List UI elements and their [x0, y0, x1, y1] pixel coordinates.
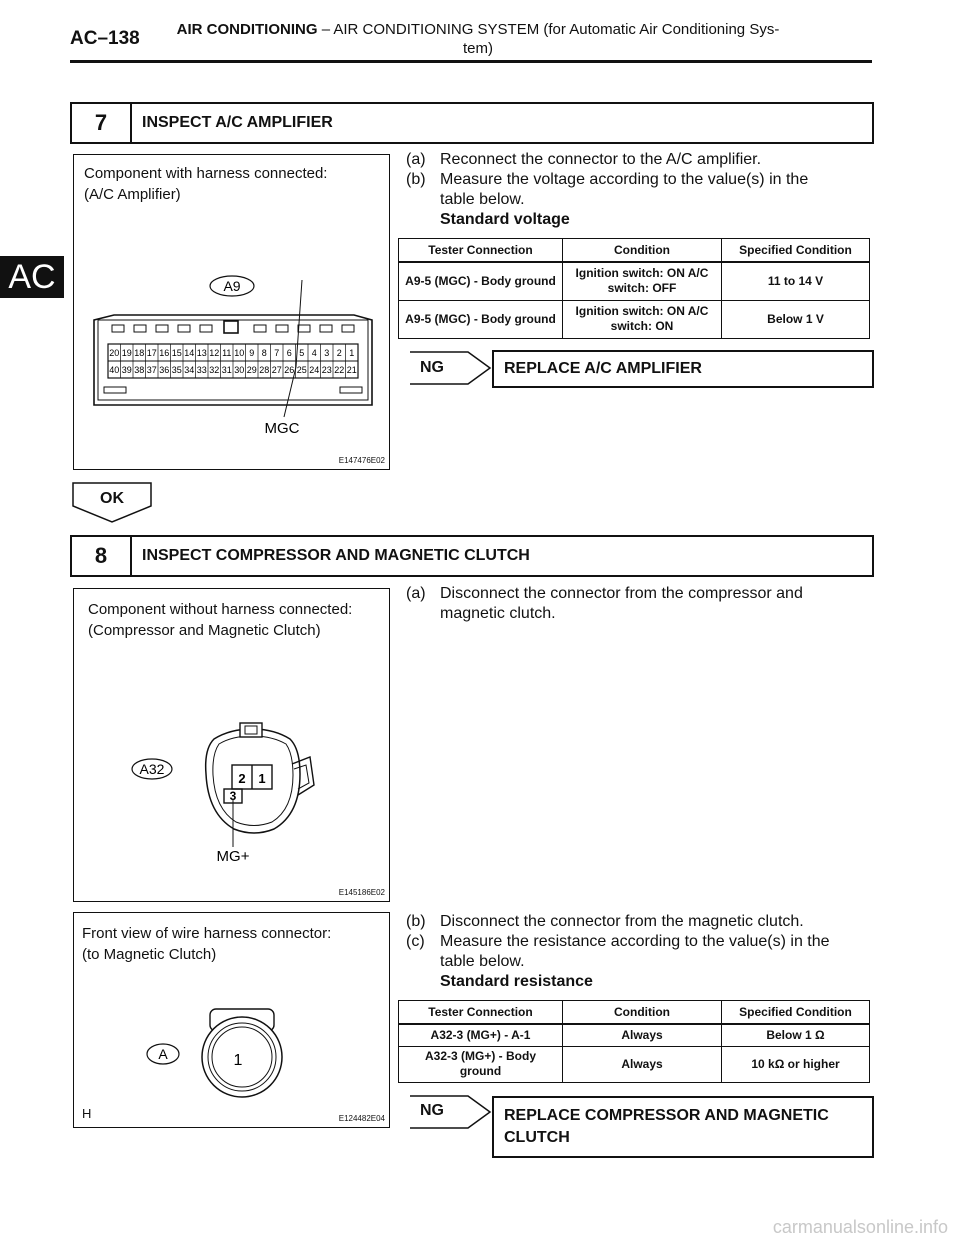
- pin-number: 35: [171, 365, 182, 375]
- ok-label: OK: [100, 490, 124, 507]
- page-code: AC–138: [70, 28, 140, 49]
- step-8-header: [70, 535, 874, 577]
- pin-number: 27: [271, 365, 282, 375]
- pin-number: 33: [196, 365, 207, 375]
- table-cell: 10 kΩ or higher: [722, 1046, 870, 1082]
- pin-number: 15: [171, 348, 182, 358]
- figure-corner-letter: H: [82, 1106, 92, 1121]
- step-number: 8: [72, 537, 132, 575]
- instruction-a: (a) Reconnect the connector to the A/C amplifier.: [406, 151, 762, 168]
- table-cell: Ignition switch: ON A/C switch: OFF: [563, 262, 722, 300]
- pin-number: 13: [196, 348, 207, 358]
- step-number: 7: [72, 104, 132, 142]
- table-cell: Below 1 V: [722, 300, 870, 338]
- pin-number: 7: [274, 348, 280, 358]
- pin-number: 30: [234, 365, 245, 375]
- pin-number: 18: [134, 348, 145, 358]
- pin-3: 3: [229, 789, 237, 803]
- figure-id: E147476E02: [338, 456, 385, 465]
- table-cell: A32-3 (MG+) - Body ground: [399, 1046, 563, 1082]
- pin-number: 9: [249, 348, 255, 358]
- pin-number: 22: [334, 365, 345, 375]
- figure-compressor-clutch: [73, 588, 390, 902]
- table-cell: 11 to 14 V: [722, 262, 870, 300]
- pin-number: 3: [324, 348, 330, 358]
- table-cell: A9-5 (MGC) - Body ground: [399, 262, 563, 300]
- pin-number: 36: [159, 365, 170, 375]
- pin-label-mgc: MGC: [264, 420, 300, 437]
- figure-caption-line1: Front view of wire harness connector:: [82, 925, 332, 942]
- table-header: Specified Condition: [722, 1001, 870, 1025]
- instruction-b: (b) Measure the voltage according to the value(s) in the: [406, 171, 809, 188]
- result-line: CLUTCH: [504, 1129, 570, 1146]
- table-cell: Always: [563, 1046, 722, 1082]
- figure-caption-line1: Component with harness connected:: [84, 165, 328, 182]
- pin-number: 38: [134, 365, 145, 375]
- pin-number: 28: [259, 365, 270, 375]
- pin-1: 1: [258, 771, 266, 786]
- pin-number: 8: [261, 348, 267, 358]
- table-header: Condition: [563, 239, 722, 263]
- ng-label: NG: [420, 359, 444, 376]
- figure-caption-line2: (to Magnetic Clutch): [82, 946, 217, 963]
- replace-compressor-box: [492, 1096, 874, 1158]
- table-header: Specified Condition: [722, 239, 870, 263]
- pin-number: 39: [121, 365, 132, 375]
- pin-number: 34: [184, 365, 195, 375]
- section-side-tab: AC: [0, 256, 64, 298]
- pin-number: 10: [234, 348, 245, 358]
- pin-number: 32: [209, 365, 220, 375]
- step-title: INSPECT A/C AMPLIFIER: [142, 114, 333, 131]
- pin-2: 2: [238, 771, 246, 786]
- figure-caption-line1: Component without harness connected:: [88, 601, 353, 618]
- connector-label-a32: A32: [139, 761, 165, 777]
- instruction-c-cont: table below.: [440, 953, 525, 970]
- pin-number: 21: [346, 365, 357, 375]
- figure-harness-connector: [73, 912, 390, 1128]
- pin-1: 1: [233, 1052, 243, 1069]
- replace-ac-amplifier-box: REPLACE A/C AMPLIFIER: [492, 350, 874, 388]
- watermark: carmanualsonline.info: [772, 1217, 948, 1237]
- step-8-instruction-a: (a) Disconnect the connector from the compressor and magnetic clutch.: [406, 585, 803, 622]
- resistance-table: [398, 1000, 870, 1083]
- a9-connector-diagram: [74, 155, 389, 469]
- figure-ac-amplifier: [73, 154, 390, 470]
- table-header: Condition: [563, 1001, 722, 1025]
- ng-label: NG: [420, 1102, 444, 1119]
- figure-id: E124482E04: [338, 1114, 385, 1123]
- pin-number: 2: [336, 348, 342, 358]
- pin-number: 31: [221, 365, 232, 375]
- pin-number: 16: [159, 348, 170, 358]
- table-cell: Always: [563, 1024, 722, 1046]
- page-header-title: [148, 20, 808, 58]
- table-header: Tester Connection: [399, 239, 563, 263]
- pin-number: 25: [296, 365, 307, 375]
- table-cell: Below 1 Ω: [722, 1024, 870, 1046]
- section-subtitle-cont: tem): [463, 40, 493, 57]
- pin-number: 12: [209, 348, 220, 358]
- table-cell: Ignition switch: ON A/C switch: ON: [563, 300, 722, 338]
- pin-number: 6: [286, 348, 292, 358]
- pin-number: 4: [311, 348, 317, 358]
- instruction-c: (c) Measure the resistance according to the value(s) in the: [406, 933, 830, 950]
- pin-number: 37: [146, 365, 157, 375]
- instruction-b: (b) Disconnect the connector from the magnetic clutch.: [406, 913, 804, 930]
- pin-number: 17: [146, 348, 157, 358]
- instruction-b-cont: table below.: [440, 191, 525, 208]
- figure-id: E145186E02: [338, 888, 385, 897]
- step-title: INSPECT COMPRESSOR AND MAGNETIC CLUTCH: [142, 547, 530, 564]
- pin-number: 1: [349, 348, 355, 358]
- harness-connector-diagram: [74, 913, 389, 1127]
- pin-number: 26: [284, 365, 295, 375]
- result-line: REPLACE COMPRESSOR AND MAGNETIC: [504, 1107, 829, 1124]
- section-title: AIR CONDITIONING: [176, 21, 318, 38]
- figure-caption-line2: (A/C Amplifier): [84, 186, 181, 203]
- voltage-table: [398, 238, 870, 339]
- connector-label-a9: A9: [223, 278, 241, 294]
- pin-number: 29: [246, 365, 257, 375]
- standard-resistance-label: Standard resistance: [440, 973, 593, 990]
- pin-number: 40: [109, 365, 120, 375]
- table-header: Tester Connection: [399, 1001, 563, 1025]
- pin-number: 23: [321, 365, 332, 375]
- step-7-header: [70, 102, 874, 144]
- step-7-instructions: [406, 150, 876, 230]
- a32-connector-diagram: [74, 589, 389, 901]
- table-cell: A9-5 (MGC) - Body ground: [399, 300, 563, 338]
- table-cell: A32-3 (MG+) - A-1: [399, 1024, 563, 1046]
- header-rule: [70, 60, 872, 63]
- pin-number: 11: [222, 348, 232, 358]
- pin-number: 20: [109, 348, 120, 358]
- standard-voltage-label: Standard voltage: [440, 211, 570, 228]
- figure-caption-line2: (Compressor and Magnetic Clutch): [88, 622, 321, 639]
- pin-number: 14: [184, 348, 195, 358]
- step-8-instructions: [406, 912, 876, 992]
- connector-label-a: A: [158, 1046, 168, 1062]
- pin-label-mg-plus: MG+: [216, 848, 250, 865]
- pin-number: 24: [309, 365, 320, 375]
- pin-number: 19: [121, 348, 132, 358]
- section-subtitle: – AIR CONDITIONING SYSTEM (for Automatic Air Conditioning Sys-: [321, 21, 780, 38]
- pin-number: 5: [299, 348, 305, 358]
